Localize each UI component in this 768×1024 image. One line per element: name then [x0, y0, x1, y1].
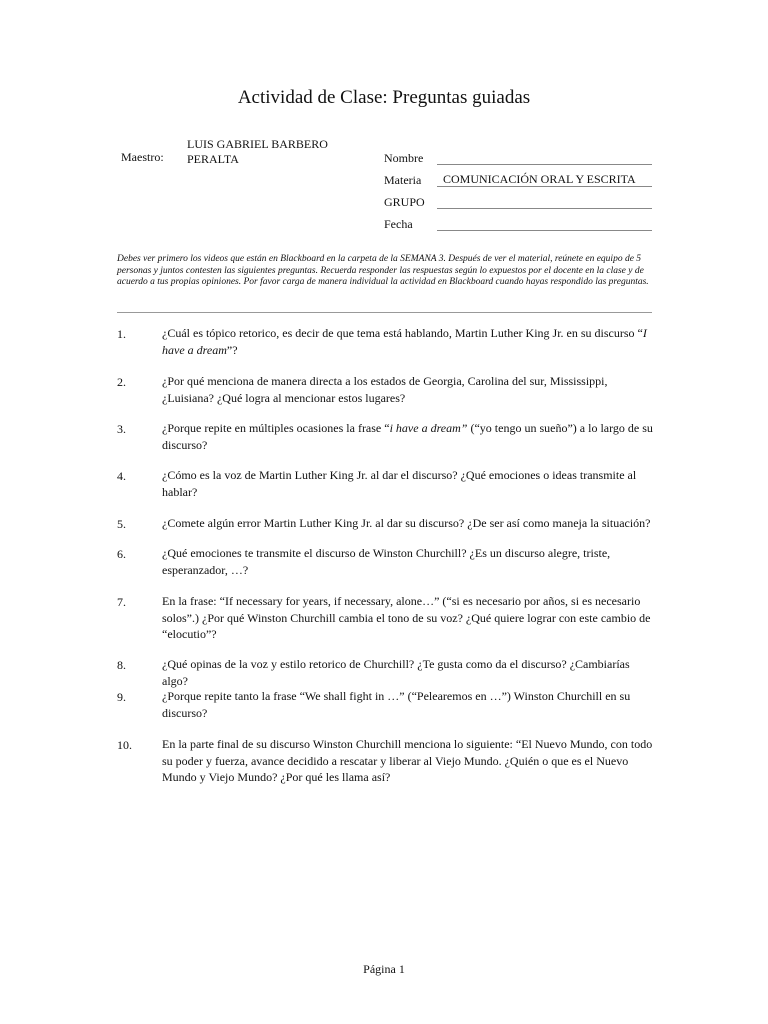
materia-field: COMUNICACIÓN ORAL Y ESCRITA: [437, 172, 652, 187]
grupo-label: GRUPO: [384, 195, 425, 209]
question-text: ¿Cuál es tópico retorico, es decir de que tema está hablando, Martin Luther King Jr. en su discurso “I have a dream”?: [162, 326, 647, 357]
question-text: ¿Por qué menciona de manera directa a los estados de Georgia, Carolina del sur, Mississippi, ¿Luisiana? ¿Qué logra al mencionar estos lugares?: [162, 374, 608, 405]
materia-label: Materia: [384, 173, 422, 187]
question-number: 3.: [117, 422, 126, 436]
question-text: ¿Comete algún error Martin Luther King Jr. al dar su discurso? ¿De ser así como maneja la situación?: [162, 516, 651, 530]
instructions-paragraph: Debes ver primero los videos que están en Blackboard en la carpeta de la SEMANA 3. Después de ver el material, reúnete en equipo de 5 personas y juntos contesten las siguientes preguntas. Recuerda responder las respuestas según lo expuestos por el docente en la clase y de acuerdo a tus propias opiniones. Por favor carga de manera individual la actividad en Blackboard cuando hayas respondido las preguntas.: [117, 254, 649, 288]
grupo-field: [437, 194, 652, 209]
nombre-field: [437, 150, 652, 165]
divider: [117, 312, 652, 313]
question-number: 6.: [117, 547, 126, 561]
question-number: 10.: [117, 738, 132, 752]
page-title: Actividad de Clase: Preguntas guiadas: [237, 87, 531, 108]
question-text: ¿Cómo es la voz de Martin Luther King Jr. al dar el discurso? ¿Qué emociones o ideas transmite al hablar?: [162, 468, 637, 499]
nombre-label: Nombre: [384, 151, 424, 165]
maestro-label: Maestro:: [121, 150, 164, 164]
question-number: 7.: [117, 595, 126, 609]
fecha-field: [437, 216, 652, 231]
question-number: 2.: [117, 375, 126, 389]
question-text: ¿Qué opinas de la voz y estilo retorico de Churchill? ¿Te gusta como da el discurso? ¿Cambiarías algo?: [162, 657, 630, 688]
question-text: ¿Qué emociones te transmite el discurso de Winston Churchill? ¿Es un discurso alegre, triste, esperanzador, …?: [162, 546, 611, 577]
question-number: 4.: [117, 469, 126, 483]
question-number: 1.: [117, 327, 126, 341]
question-number: 5.: [117, 517, 126, 531]
fecha-label: Fecha: [384, 217, 413, 231]
question-text: ¿Porque repite en múltiples ocasiones la frase “i have a dream” (“yo tengo un sueño”) a lo largo de su discurso?: [162, 421, 653, 452]
maestro-name: LUIS GABRIEL BARBERO PERALTA: [187, 137, 328, 166]
question-number: 9.: [117, 690, 126, 704]
question-text: ¿Porque repite tanto la frase “We shall fight in …” (“Pelearemos en …”) Winston Churchill en su discurso?: [162, 689, 631, 720]
question-number: 8.: [117, 658, 126, 672]
question-text: En la parte final de su discurso Winston Churchill menciona lo siguiente: “El Nuevo Mundo, con todo su poder y fuerza, avance decidido a rescatar y liberar al Viejo Mundo. ¿Quién o que es el Nuevo Mundo y Viejo Mundo? ¿Por qué les llama así?: [162, 737, 653, 784]
question-text: En la frase: “If necessary for years, if necessary, alone…” (“si es necesario por años, si es necesario solos”.) ¿Por qué Winston Churchill cambia el tono de su voz? ¿Qué quiere lograr con este cambio de “elocutio”?: [162, 594, 651, 641]
page-number: Página 1: [363, 962, 405, 976]
